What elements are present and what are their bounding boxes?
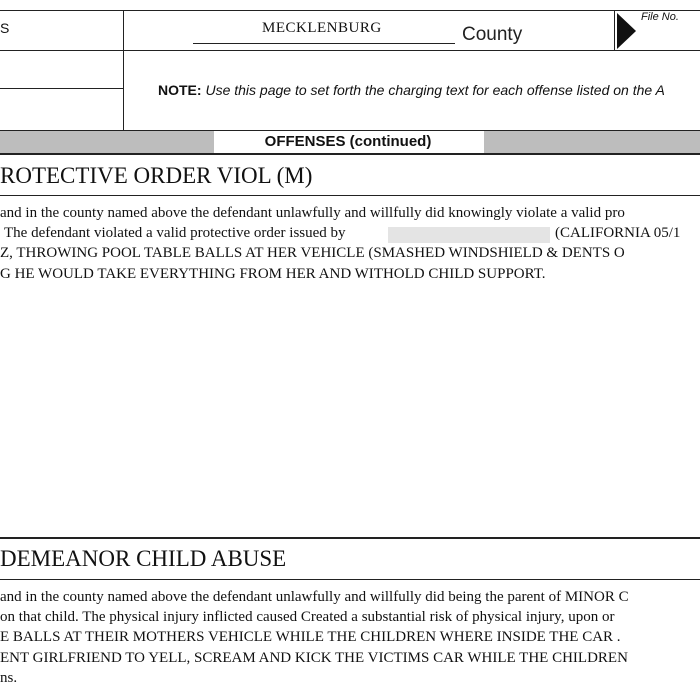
- offense-2-line-4: ENT GIRLFRIEND TO YELL, SCREAM AND KICK THE VICTIMS CAR WHILE THE CHILDREN: [0, 650, 628, 666]
- offenses-bar-left: [0, 131, 214, 153]
- county-name: MECKLENBURG: [262, 20, 382, 36]
- county-underline: [193, 43, 455, 44]
- left-stub-text: S: [0, 20, 10, 36]
- offenses-heading: OFFENSES (continued): [214, 131, 482, 153]
- header-top-rule: [0, 10, 700, 11]
- offense-2-title: DEMEANOR CHILD ABUSE: [0, 546, 287, 571]
- county-label: County: [462, 24, 523, 45]
- offense-2-top-rule: [0, 537, 700, 539]
- note-label: NOTE:: [158, 82, 202, 98]
- offense-1-line-2b: (CALIFORNIA 05/1: [555, 225, 681, 241]
- redacted-block: [388, 227, 550, 243]
- offense-2-line-5: ns.: [0, 670, 18, 686]
- offenses-bar-right: [484, 131, 700, 153]
- file-arrow-icon: [617, 13, 636, 49]
- file-no-label: File No.: [641, 11, 679, 23]
- header-left-divider: [123, 10, 124, 130]
- note-line: [158, 82, 665, 98]
- offense-2-line-1: and in the county named above the defendant unlawfully and willfully did being the parent of MINOR C: [0, 589, 629, 605]
- offenses-heading-rule: [0, 153, 700, 155]
- offense-1-title: ROTECTIVE ORDER VIOL (M): [0, 163, 313, 188]
- offense-2-title-rule: [0, 579, 700, 580]
- offense-1-line-4: G HE WOULD TAKE EVERYTHING FROM HER AND WITHOLD CHILD SUPPORT.: [0, 266, 546, 282]
- offense-1-line-2: The defendant violated a valid protective order issued by: [4, 225, 346, 241]
- offense-1-title-rule: [0, 195, 700, 196]
- offense-2-line-2: on that child. The physical injury inflicted caused Created a substantial risk of physical injury, upon or: [0, 609, 615, 625]
- note-text: Use this page to set forth the charging text for each offense listed on the A: [205, 82, 665, 98]
- offense-1-line-1: and in the county named above the defendant unlawfully and willfully did knowingly violate a valid pro: [0, 205, 625, 221]
- file-no-divider: [614, 10, 615, 50]
- offense-1-line-3: Z, THROWING POOL TABLE BALLS AT HER VEHICLE (SMASHED WINDSHIELD & DENTS O: [0, 245, 625, 261]
- offense-2-line-3: E BALLS AT THEIR MOTHERS VEHICLE WHILE THE CHILDREN WHERE INSIDE THE CAR .: [0, 629, 621, 645]
- header-left-inner-rule: [0, 88, 123, 89]
- header-middle-rule: [0, 50, 700, 51]
